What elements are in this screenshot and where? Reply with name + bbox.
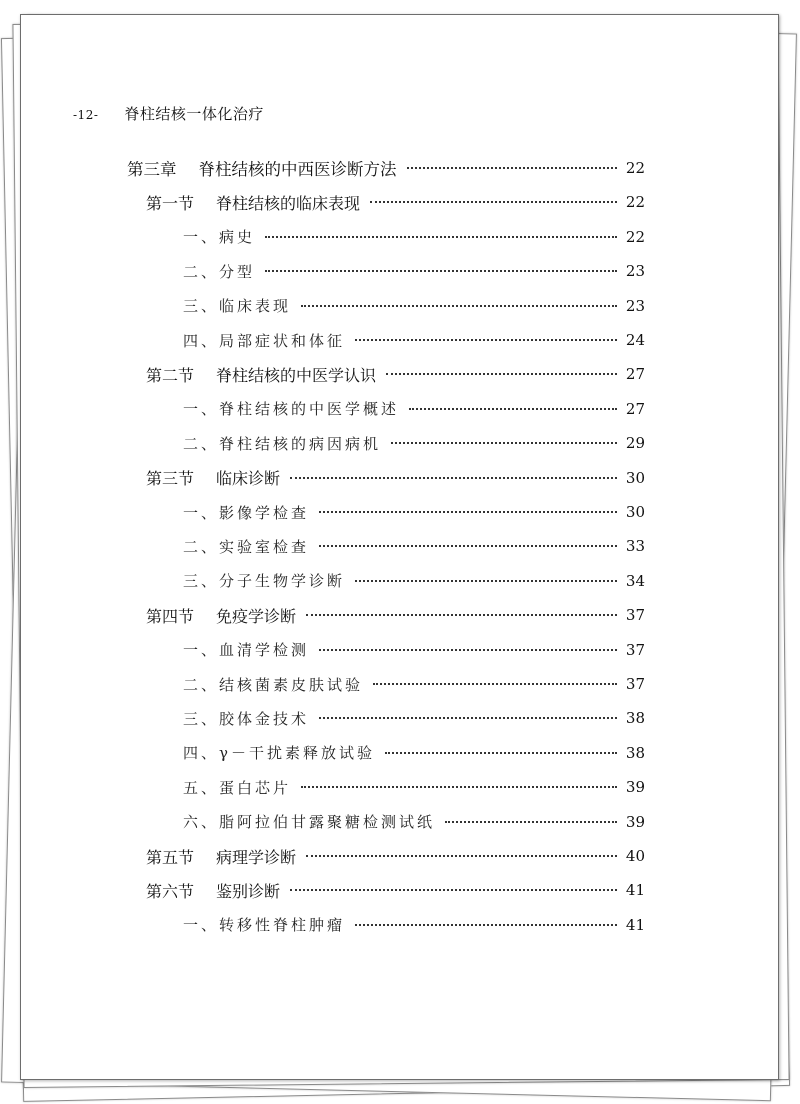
toc-page-number: 24 [625,331,645,349]
toc-entry-title [183,261,255,282]
leader-dots [373,683,617,685]
toc-entry-title [183,295,291,316]
toc-entry-label: 分型 [219,262,256,281]
toc-entry-chapter[interactable] [127,157,645,179]
leader-dots [265,236,617,238]
toc-entry-section[interactable] [146,363,645,385]
toc-page-number: 30 [625,468,645,487]
toc-entry-number: 三、 [183,709,220,728]
toc-entry-number: 第六节 [146,881,195,901]
toc-entry-label: 分子生物学诊断 [219,572,346,591]
toc-entry-title [183,536,309,557]
toc-page-number: 38 [625,743,645,762]
toc-entry-number: 第三节 [146,469,195,489]
toc-entry-label: 免疫学诊断 [216,606,297,626]
toc-entry-label: 脊柱结核的临床表现 [216,193,361,213]
toc-entry-label: 局部症状和体征 [219,331,346,350]
toc-entry-title [146,466,280,489]
toc-entry-number: 第五节 [146,847,195,867]
toc-page-number: 37 [625,606,645,625]
toc-page-number: 23 [625,296,645,315]
toc-entry-label: 鉴别诊断 [216,881,281,901]
toc-page-number: 23 [625,262,645,281]
toc-page-number: 22 [625,159,645,177]
toc-entry-label: 脊柱结核的病因病机 [219,434,382,453]
toc-entry-title [127,156,397,180]
toc-entry-section[interactable] [146,845,645,867]
toc-page-number: 33 [625,537,645,556]
toc-entry-sub[interactable] [183,295,645,317]
toc-page-number: 40 [625,847,645,865]
toc-entry-title [183,398,399,419]
toc-entry-label: 临床表现 [219,297,292,316]
toc-entry-title [183,433,381,454]
toc-entry-title [183,914,345,935]
toc-entry-number: 三、 [183,297,220,316]
toc-entry-label: 脂阿拉伯甘露聚糖检测试纸 [219,813,436,832]
toc-entry-title [146,879,280,902]
toc-entry-number: 一、 [183,228,220,247]
toc-entry-title [183,708,309,729]
toc-entry-sub[interactable] [183,811,645,833]
toc-entry-label: 影像学检查 [219,503,310,522]
toc-entry-title [146,604,296,627]
running-header [73,103,264,124]
toc-entry-sub[interactable] [183,570,645,592]
toc-entry-title [183,811,435,832]
toc-entry-title [183,674,363,695]
leader-dots [306,855,617,857]
toc-page-number: 41 [625,881,645,900]
toc-entry-number: 三、 [183,572,220,591]
toc-entry-number: 第四节 [146,606,195,626]
toc-entry-sub[interactable] [183,329,645,351]
toc-entry-number: 第一节 [146,193,195,213]
toc-entry-title [146,191,360,214]
toc-entry-title [183,777,291,798]
toc-entry-number: 二、 [183,537,220,556]
toc-entry-label: 临床诊断 [216,469,281,489]
toc-entry-label: 结核菌素皮肤试验 [219,675,364,694]
leader-dots [385,752,617,754]
toc-page-number: 37 [625,675,645,693]
toc-page-number: 22 [625,227,645,246]
toc-entry-label: 转移性脊柱肿瘤 [219,916,346,935]
leader-dots [301,786,617,788]
leader-dots [319,717,617,719]
toc-entry-section[interactable] [146,467,645,489]
leader-dots [355,580,617,582]
toc-page-number: 38 [625,709,645,728]
toc-page-number: 27 [625,399,645,418]
toc-entry-sub[interactable] [183,639,645,661]
toc-entry-number: 二、 [183,262,220,281]
toc-entry-number: 一、 [183,400,220,419]
toc-page-number: 39 [625,778,645,797]
toc-entry-title [183,570,345,591]
leader-dots [319,545,617,547]
toc-page-number: 22 [625,193,645,212]
toc-entry-section[interactable] [146,191,645,213]
toc-entry-section[interactable] [146,879,645,901]
toc-entry-sub[interactable] [183,742,645,764]
toc-entry-number: 四、 [183,744,220,763]
toc-entry-label: 血清学检测 [219,641,310,660]
toc-entry-label: 病理学诊断 [216,847,297,867]
leader-dots [306,614,617,616]
toc-entry-sub[interactable] [183,914,645,936]
toc-page-number: 27 [625,365,645,384]
toc-entry-sub[interactable] [183,673,645,695]
leader-dots [290,477,617,479]
toc-entry-title [183,226,255,247]
toc-entry-title [183,502,309,523]
toc-entry-number: 第三章 [127,160,177,179]
toc-page-number: 41 [625,915,645,934]
toc-entry-label: γ－干扰素释放试验 [219,744,375,763]
toc-entry-number: 四、 [183,331,220,350]
toc-entry-label: 病史 [219,228,256,247]
toc-entry-sub[interactable] [183,432,645,454]
toc-entry-title [146,363,376,386]
toc-entry-label: 胶体金技术 [219,709,310,728]
document-page [20,14,779,1080]
toc-entry-sub[interactable] [183,776,645,798]
toc-entry-title [183,742,375,763]
leader-dots [265,270,617,272]
toc-entry-label: 脊柱结核的中医学认识 [216,365,377,385]
toc-entry-title [146,845,296,868]
toc-entry-sub[interactable] [183,260,645,282]
header-book-title: 脊柱结核一体化治疗 [124,105,264,123]
toc-entry-label: 脊柱结核的中医学概述 [219,400,400,419]
toc-page-number: 37 [625,640,645,659]
leader-dots [319,511,617,513]
leader-dots [319,649,617,651]
toc-page-number: 30 [625,503,645,521]
toc-entry-number: 五、 [183,778,220,797]
toc-page-number: 34 [625,571,645,590]
toc-entry-number: 一、 [183,916,220,935]
toc-entry-number: 一、 [183,503,220,522]
toc-entry-number: 一、 [183,641,220,660]
leader-dots [301,305,617,307]
toc-entry-label: 蛋白芯片 [219,778,292,797]
toc-entry-label: 脊柱结核的中西医诊断方法 [198,160,397,179]
toc-entry-title [183,639,309,660]
toc-entry-number: 二、 [183,675,220,694]
leader-dots [386,373,617,375]
toc-entry-label: 实验室检查 [219,537,310,556]
toc-entry-sub[interactable] [183,501,645,523]
leader-dots [409,408,617,410]
toc-entry-number: 第二节 [146,365,195,385]
toc-entry-sub[interactable] [183,535,645,557]
leader-dots [355,924,617,926]
toc-entry-section[interactable] [146,604,645,626]
toc-page-number: 29 [625,434,645,453]
header-page-number: -12- [73,108,99,122]
toc-page-number: 39 [625,812,645,831]
leader-dots [355,339,617,341]
leader-dots [290,889,617,891]
toc-entry-title [183,330,345,351]
leader-dots [370,201,617,203]
toc-entry-number: 二、 [183,434,220,453]
toc-entry-sub[interactable] [183,398,645,420]
leader-dots [407,167,618,169]
toc-entry-number: 六、 [183,813,220,832]
leader-dots [391,442,617,444]
toc-entry-sub[interactable] [183,707,645,729]
leader-dots [445,821,617,823]
toc-entry-sub[interactable] [183,226,645,248]
